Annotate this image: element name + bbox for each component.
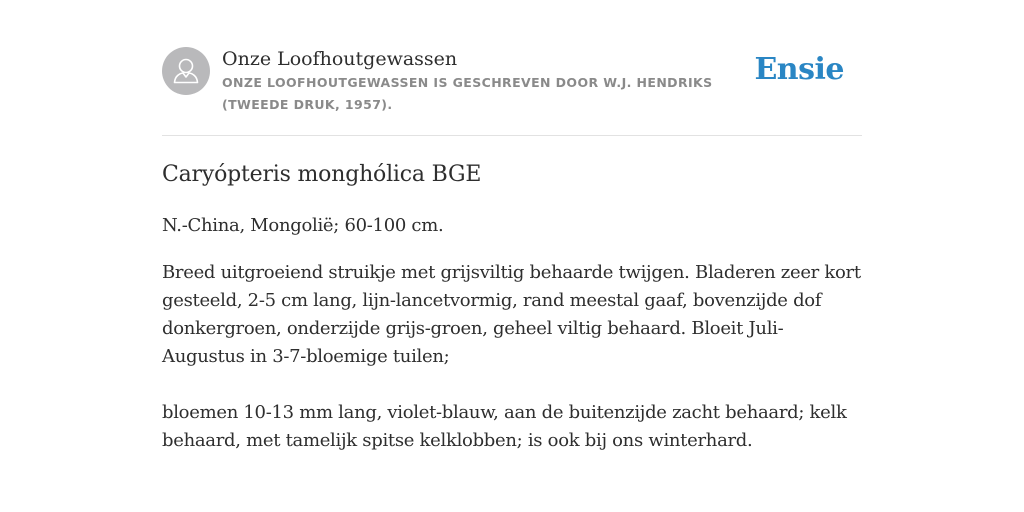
entry-paragraph: bloemen 10-13 mm lang, violet-blauw, aan de buitenzijde zacht behaard; kelk behaard, met tamelijk spitse kelklobben; is ook bij ons winterhard. — [162, 402, 847, 451]
entry-paragraph: Breed uitgroeiend struikje met grijsviltig behaarde twijgen. Bladeren zeer kort gesteeld, 2-5 cm lang, lijn-lancetvormig, rand meestal gaaf, bovenzijde dof donkergroen, onderzijde grijs-groen, geheel viltig behaard. Bloeit Juli-Augustus in 3-7-bloemige tuilen; — [162, 262, 861, 367]
entry-origin: N.-China, Mongolië; 60-100 cm. — [162, 215, 444, 236]
ensie-logo[interactable]: Ensie — [754, 52, 844, 87]
header-divider — [162, 135, 862, 136]
source-description: ONZE LOOFHOUTGEWASSEN IS GESCHREVEN DOOR W.J. HENDRIKS (TWEEDE DRUK, 1957). — [222, 75, 713, 112]
entry-content — [162, 158, 862, 455]
source-title[interactable]: Onze Loofhoutgewassen — [222, 48, 458, 70]
entry-title: Caryópteris monghólica BGE — [162, 162, 482, 187]
user-silhouette-icon — [162, 47, 210, 95]
source-header — [162, 46, 862, 136]
